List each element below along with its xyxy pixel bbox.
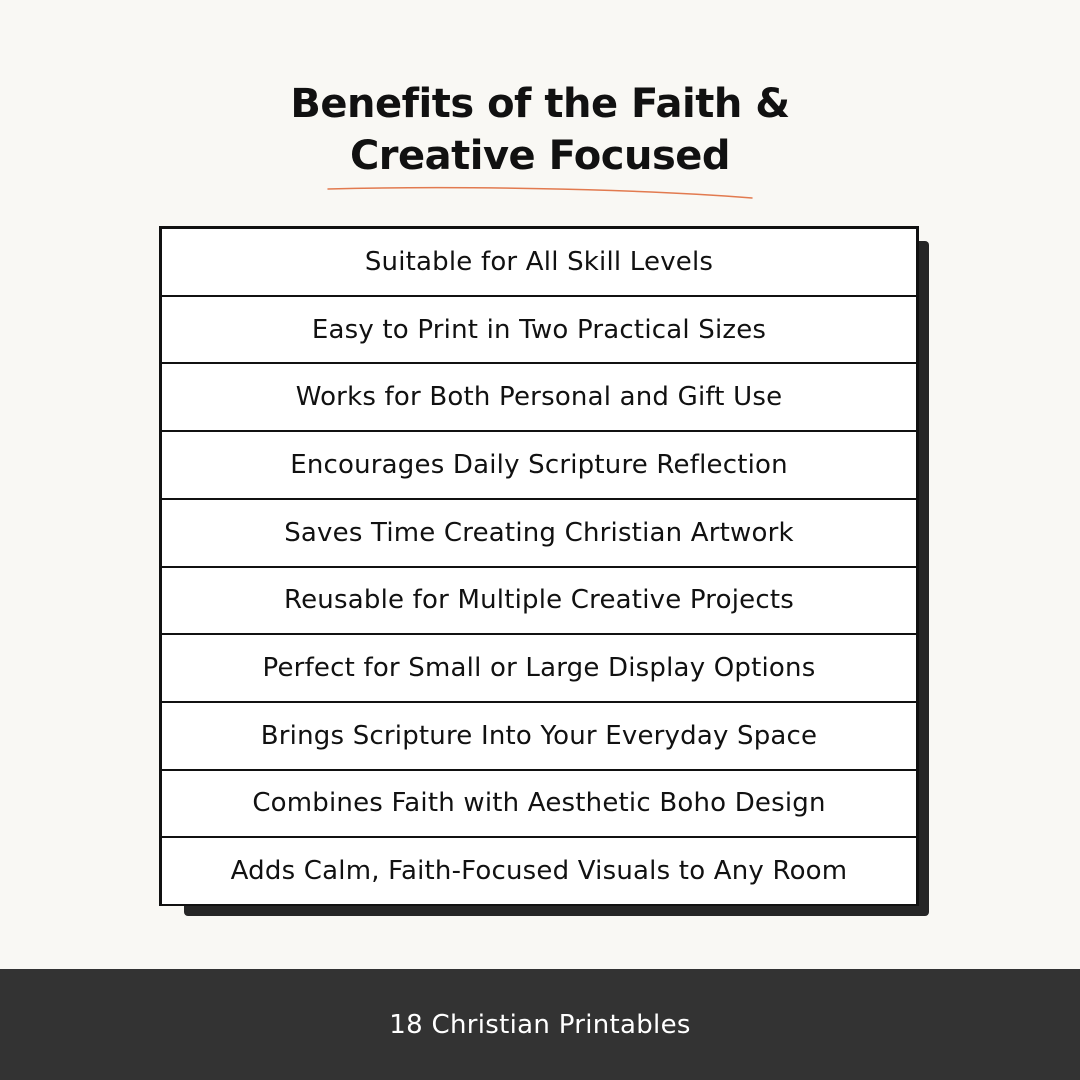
table-row: [162, 297, 916, 365]
benefit-label: Perfect for Small or Large Display Options: [262, 653, 816, 684]
benefit-label: Adds Calm, Faith-Focused Visuals to Any Room: [230, 856, 848, 887]
page-title: [0, 78, 1080, 182]
benefit-label: Reusable for Multiple Creative Projects: [284, 585, 794, 616]
footer-label: 18 Christian Printables: [389, 1009, 691, 1040]
benefit-label: Works for Both Personal and Gift Use: [295, 382, 783, 413]
benefit-label: Easy to Print in Two Practical Sizes: [311, 314, 767, 345]
title-underline: [326, 184, 754, 202]
benefit-label: Combines Faith with Aesthetic Boho Design: [252, 788, 826, 819]
benefit-label: Saves Time Creating Christian Artwork: [284, 517, 794, 548]
table-row: [162, 568, 916, 636]
table-row: [162, 364, 916, 432]
table-row: [162, 635, 916, 703]
benefits-table: [159, 226, 919, 906]
table-row: [162, 500, 916, 568]
table-row: [162, 703, 916, 771]
page-title-line-2: Creative Focused: [349, 133, 731, 179]
table-row: [162, 229, 916, 297]
benefit-label: Brings Scripture Into Your Everyday Space: [260, 720, 818, 751]
table-row: [162, 771, 916, 839]
benefit-label: Suitable for All Skill Levels: [364, 246, 714, 277]
table-row: [162, 432, 916, 500]
benefit-label: Encourages Daily Scripture Reflection: [290, 449, 788, 480]
footer-bar: [0, 969, 1080, 1080]
page-title-line-1: Benefits of the Faith &: [290, 81, 790, 127]
table-row: [162, 838, 916, 904]
